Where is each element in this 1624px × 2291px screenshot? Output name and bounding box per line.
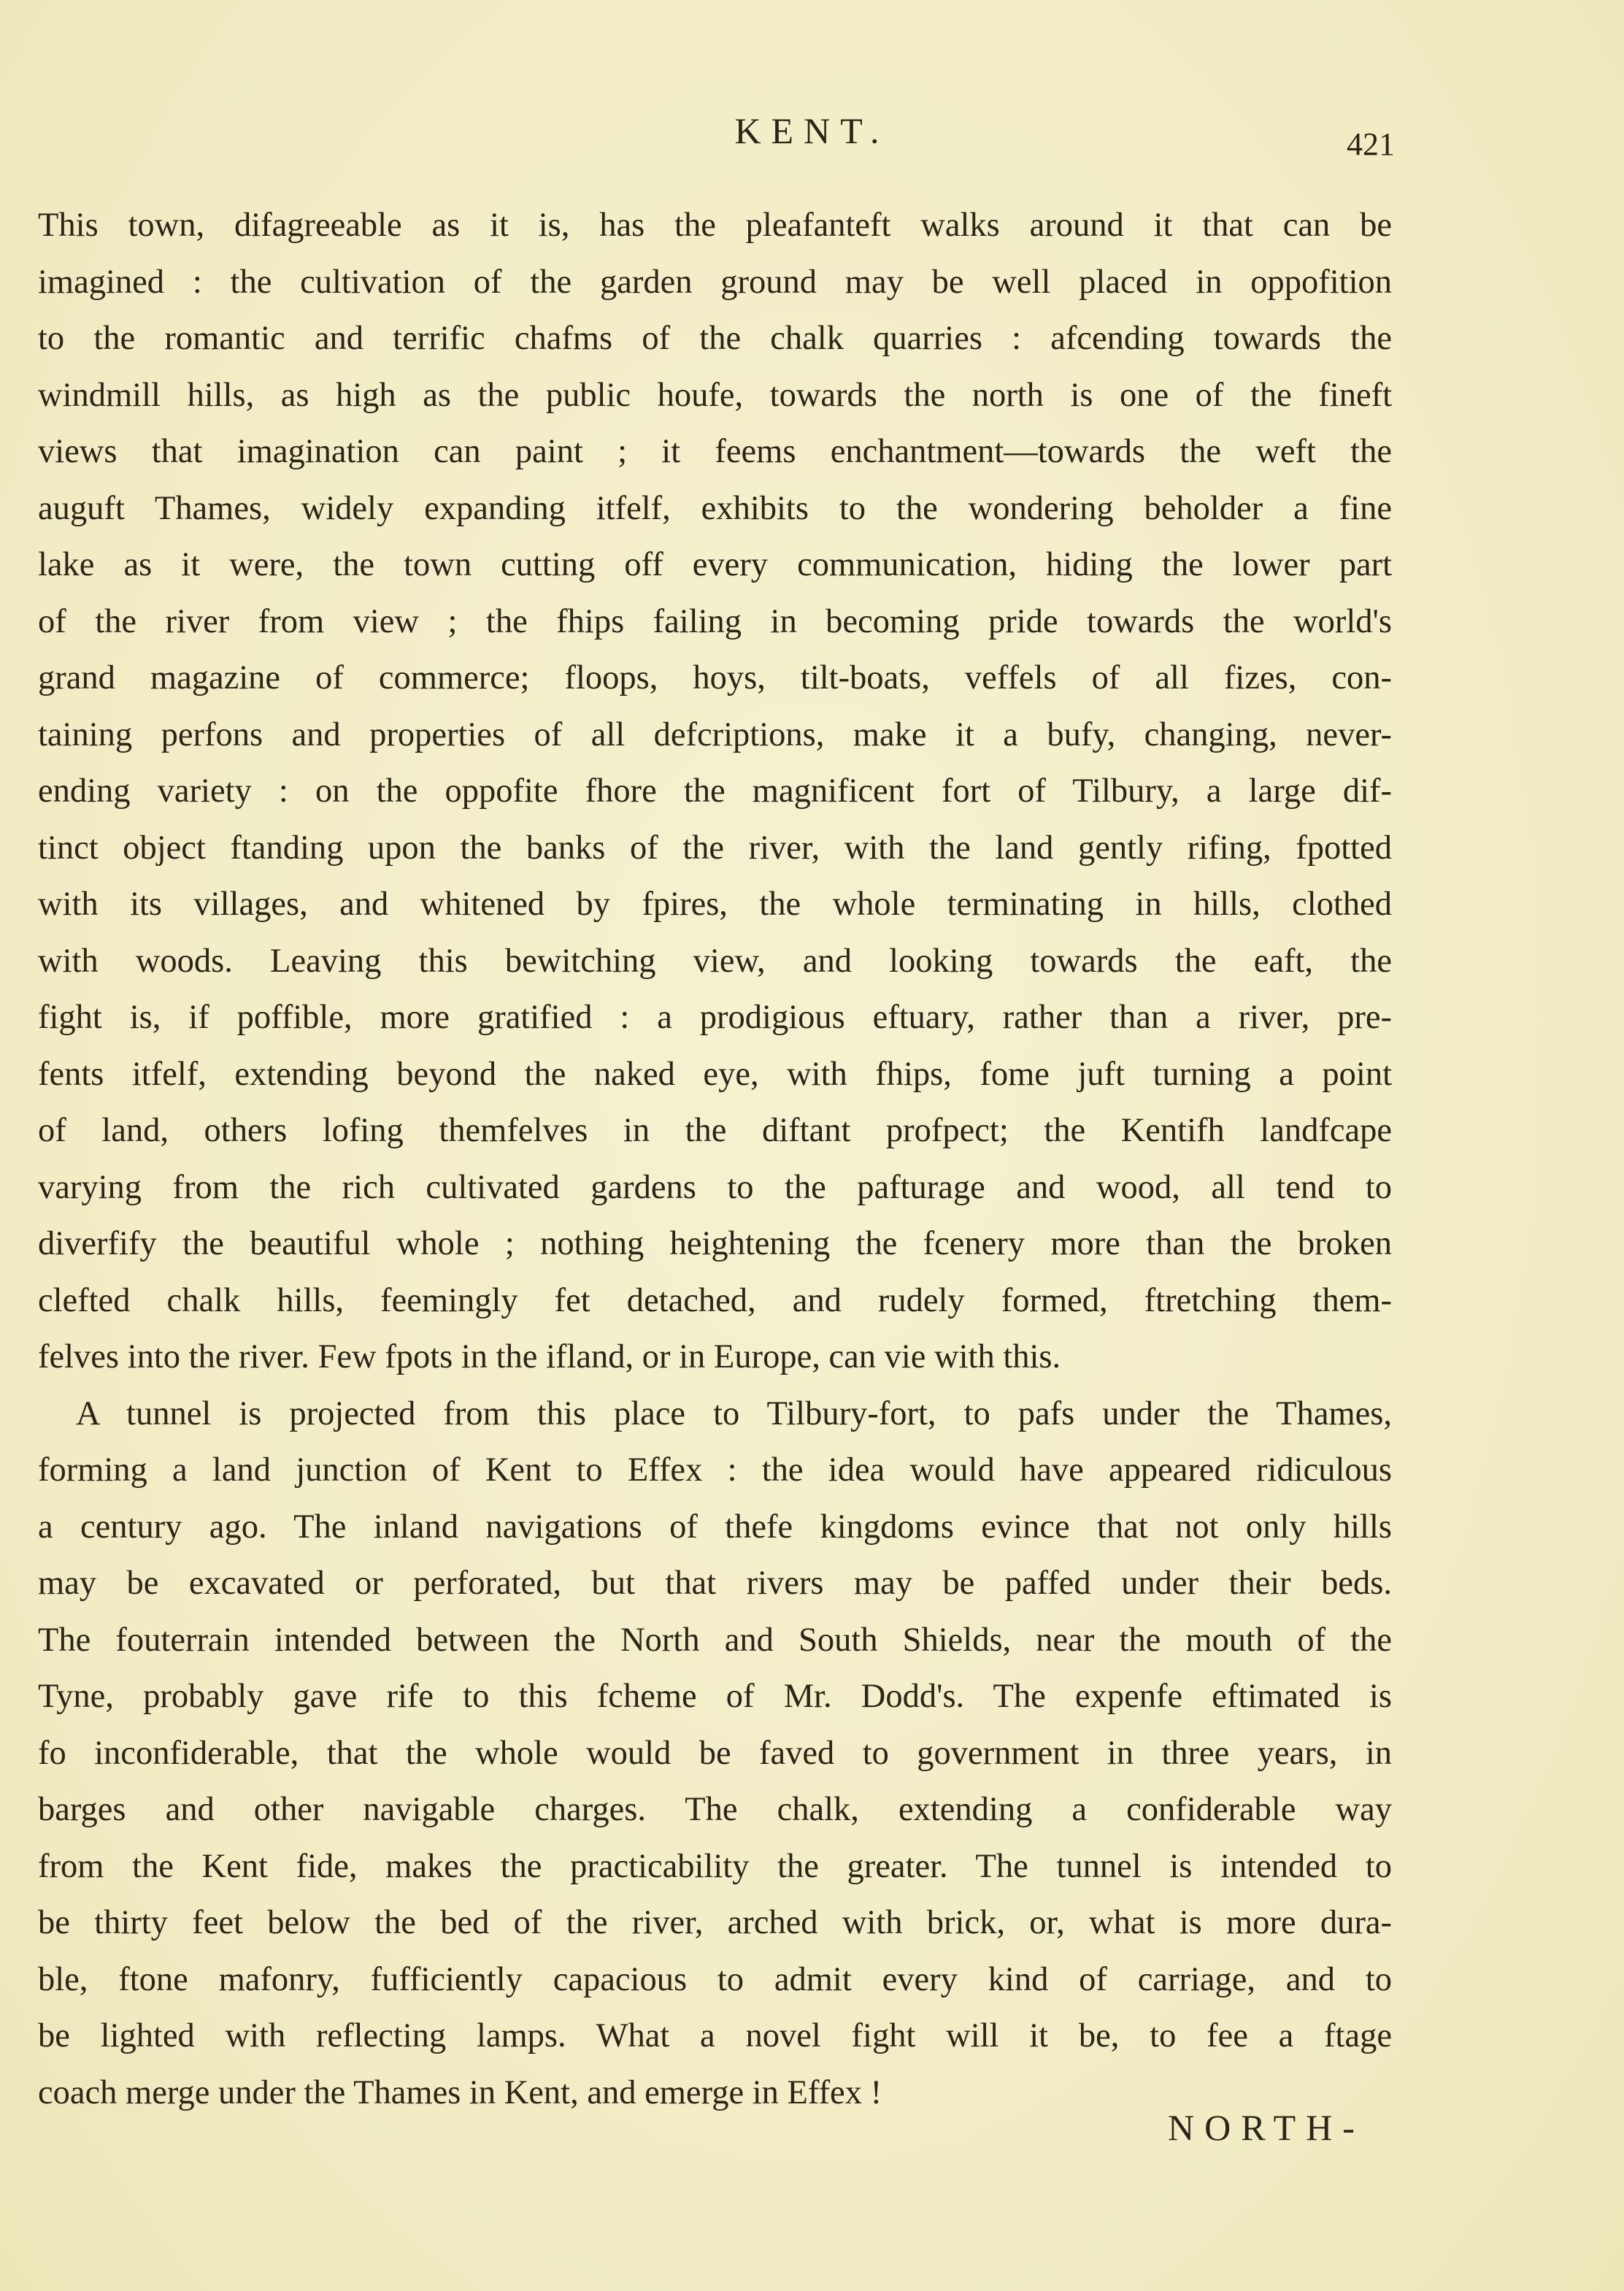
text-line: be lighted with reflecting lamps. What a novel fight will it be, to fee a ftage (38, 2017, 1392, 2054)
text-line: fo inconfiderable, that the whole would be faved to government in three years, in (38, 1734, 1392, 1772)
text-line: This town, difagreeable as it is, has the pleafanteft walks around it that can be (38, 207, 1392, 244)
text-line: varying from the rich cultivated gardens to the pafturage and wood, all tend to (38, 1168, 1392, 1206)
text-line: diverfify the beautiful whole ; nothing heightening the fcenery more than the broken (38, 1225, 1392, 1262)
text-line: coach merge under the Thames in Kent, and emerge in Effex ! (38, 2073, 882, 2111)
body-text (38, 197, 1392, 2121)
text-line: tinct object ftanding upon the banks of the river, with the land gently rifing, fpotted (38, 829, 1392, 867)
text-line: forming a land junction of Kent to Effex : the idea would have appeared ridiculous (38, 1451, 1392, 1489)
text-line: ending variety : on the oppofite fhore the magnificent fort of Tilbury, a large dif- (38, 772, 1392, 810)
text-line: Tyne, probably gave rife to this fcheme of Mr. Dodd's. The expenfe eftimated is (38, 1678, 1392, 1715)
text-line: may be excavated or perforated, but that rivers may be paffed under their beds. (38, 1565, 1392, 1602)
text-line: auguft Thames, widely expanding itfelf, exhibits to the wondering beholder a fine (38, 489, 1392, 527)
text-line: lake as it were, the town cutting off every communication, hiding the lower part (38, 546, 1392, 583)
text-line: barges and other navigable charges. The chalk, extending a confiderable way (38, 1791, 1392, 1828)
text-line: windmill hills, as high as the public houfe, towards the north is one of the fineft (38, 376, 1392, 414)
text-line: fight is, if poffible, more gratified : a prodigious eftuary, rather than a river, pre- (38, 999, 1392, 1036)
paragraph-2 (38, 1386, 1392, 2122)
text-line: views that imagination can paint ; it feems enchantment—towards the weft the (38, 433, 1392, 470)
paragraph-1 (38, 197, 1392, 1386)
text-line: be thirty feet below the bed of the river, arched with brick, or, what is more dura- (38, 1904, 1392, 1941)
page-number: 421 (1347, 126, 1395, 162)
text-line: felves into the river. Few fpots in the ifland, or in Europe, can vie with this. (38, 1338, 1061, 1375)
text-line: grand magazine of commerce; floops, hoys, tilt-boats, veffels of all fizes, con- (38, 659, 1392, 696)
text-line: taining perfons and properties of all defcriptions, make it a bufy, changing, never- (38, 715, 1392, 753)
text-line: The fouterrain intended between the North and South Shields, near the mouth of the (38, 1621, 1392, 1659)
text-line: a century ago. The inland navigations of thefe kingdoms evince that not only hills (38, 1508, 1392, 1546)
text-line: with its villages, and whitened by fpires, the whole terminating in hills, clothed (38, 886, 1392, 923)
text-line: from the Kent fide, makes the practicability the greater. The tunnel is intended to (38, 1847, 1392, 1885)
text-line: of land, others lofing themfelves in the diftant profpect; the Kentifh landfcape (38, 1112, 1392, 1149)
running-title: KENT. (734, 110, 890, 151)
text-line: imagined : the cultivation of the garden ground may be well placed in oppofition (38, 263, 1392, 301)
text-line: ble, ftone mafonry, fufficiently capacious to admit every kind of carriage, and to (38, 1960, 1392, 1998)
text-line: to the romantic and terrific chafms of the chalk quarries : afcending towards the (38, 320, 1392, 357)
text-line: A tunnel is projected from this place to Tilbury-fort, to pafs under the Thames, (76, 1394, 1392, 1432)
text-line: clefted chalk hills, feemingly fet detached, and rudely formed, ftretching them- (38, 1281, 1392, 1319)
catchword: NORTH- (1168, 2107, 1365, 2148)
text-line: of the river from view ; the fhips failing in becoming pride towards the world's (38, 602, 1392, 640)
text-line: fents itfelf, extending beyond the naked eye, with fhips, fome juft turning a point (38, 1055, 1392, 1093)
text-line: with woods. Leaving this bewitching view, and looking towards the eaft, the (38, 942, 1392, 980)
